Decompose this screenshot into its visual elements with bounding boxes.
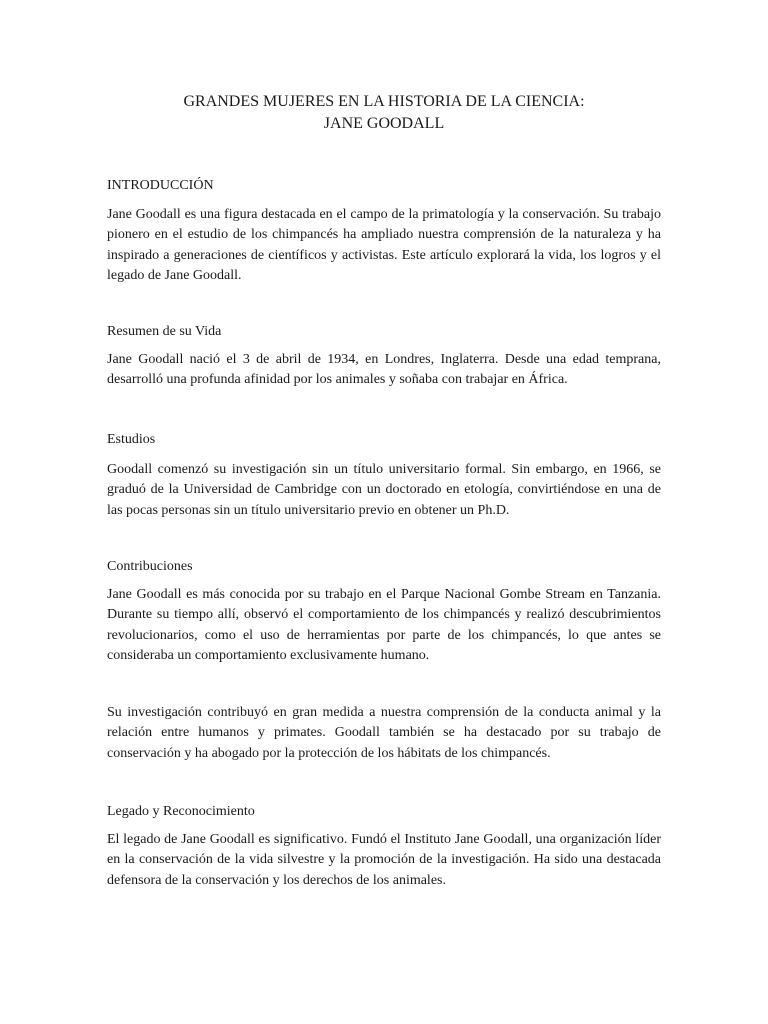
section-heading-contribuciones: Contribuciones — [107, 559, 193, 574]
document-title-line-2: JANE GOODALL — [323, 115, 445, 132]
section-paragraph-resumen: Jane Goodall nació el 3 de abril de 1934, en Londres, Inglaterra. Desde una edad temprana, desarrolló una profunda afinidad por los animales y soñaba con trabajar en África. — [107, 352, 661, 388]
document-title-line-1: GRANDES MUJERES EN LA HISTORIA DE LA CIENCIA: — [183, 93, 585, 110]
section-paragraph-contribuciones-1: Jane Goodall es más conocida por su trabajo en el Parque Nacional Gombe Stream en Tanzania. Durante su tiempo allí, observó el comportamiento de los chimpancés y realizó descubrimientos revolucionarios, como el uso de herramientas por parte de los chimpancés, lo que antes se consideraba un comportamiento exclusivamente humano. — [107, 587, 661, 664]
section-heading-legado: Legado y Reconocimiento — [107, 804, 255, 819]
section-paragraph-introduccion: Jane Goodall es una figura destacada en el campo de la primatología y la conservación. Su trabajo pionero en el estudio de los chimpancés ha ampliado nuestra comprensión de la naturaleza y ha inspirado a generaciones de científicos y activistas. Este artículo explorará la vida, los logros y el legado de Jane Goodall. — [107, 207, 661, 284]
section-heading-resumen: Resumen de su Vida — [107, 324, 222, 339]
section-paragraph-legado: El legado de Jane Goodall es significativo. Fundó el Instituto Jane Goodall, una organización líder en la conservación de la vida silvestre y la promoción de la investigación. Ha sido una destacada defensora de la conservación y los derechos de los animales. — [107, 832, 661, 888]
section-heading-introduccion: INTRODUCCIÓN — [107, 178, 214, 193]
section-paragraph-estudios: Goodall comenzó su investigación sin un título universitario formal. Sin embargo, en 1966, se graduó de la Universidad de Cambridge con un doctorado en etología, convirtiéndose en una de las pocas personas sin un título universitario previo en obtener un Ph.D. — [107, 462, 661, 518]
section-heading-estudios: Estudios — [107, 432, 156, 447]
section-paragraph-contribuciones-2: Su investigación contribuyó en gran medida a nuestra comprensión de la conducta animal y la relación entre humanos y primates. Goodall también se ha destacado por su trabajo de conservación y ha abogado por la protección de los hábitats de los chimpancés. — [107, 705, 661, 761]
